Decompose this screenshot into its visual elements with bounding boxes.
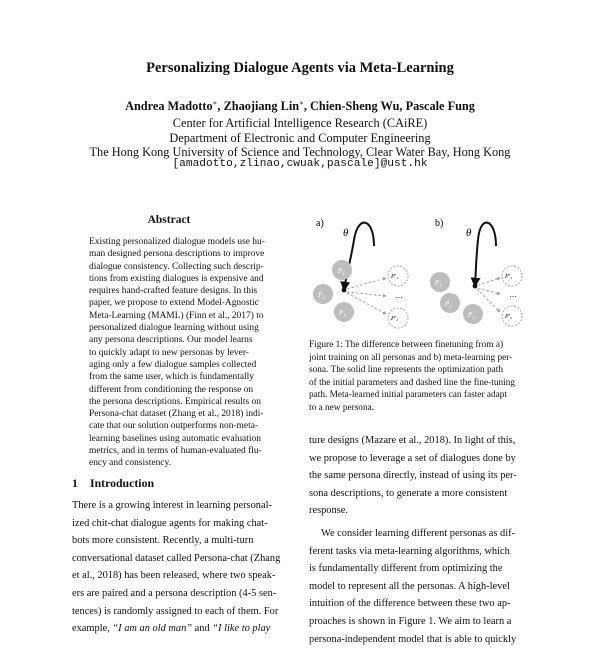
affiliation-line-2: Department of Electronic and Computer Engineering <box>169 131 431 145</box>
abstract-line: learning baselines using automatic evaluation <box>89 433 261 444</box>
section-number: 1 <box>72 476 78 490</box>
abstract-line: metrics, and in terms of human-evaluated flu- <box>89 446 262 457</box>
body-line: persona-independent model that is able to quickly <box>309 633 517 645</box>
persona-quote-2: “I like to play <box>212 623 271 635</box>
figure-1-diagram <box>300 212 540 336</box>
persona-node-a3 <box>334 302 354 322</box>
body-line: bots more consistent. Recently, a multi-turn <box>72 535 254 547</box>
ellipsis-a: … <box>395 291 403 300</box>
initial-parameter-point-b <box>473 284 478 289</box>
abstract-body <box>89 236 266 470</box>
caption-line: sona. The solid line represents the optimization path <box>309 365 503 375</box>
author-rest: , Chien-Sheng Wu, Pascale Fung <box>303 99 475 114</box>
abstract-line: paper, we propose to extend Model-Agnostic <box>89 298 259 309</box>
persona-node-a3-label: $P_3$ <box>339 309 346 319</box>
target-persona-label-b2: P′₂ <box>505 314 513 320</box>
body-line: ture designs (Mazare et al., 2018). In light of this, <box>309 435 516 446</box>
body-line: We consider learning different personas as dif- <box>321 527 516 539</box>
author-2-mark: ∗ <box>299 99 304 107</box>
abstract-line: any persona descriptions. Our model learns <box>89 335 253 346</box>
affiliation-line-1: Center for Artificial Intelligence Research (CAiRE) <box>172 116 428 130</box>
abstract-line: man designed persona descriptions to improve <box>89 249 265 260</box>
persona-node-a2-label: $P_2$ <box>318 291 325 301</box>
caption-line: path. Meta-learned initial parameters can faster adapt <box>309 390 507 400</box>
abstract-line: different from conditioning the response on <box>89 384 254 395</box>
caption-line: Figure 1: The difference between finetuning from a) <box>309 340 504 350</box>
body-line: the same persona directly, instead of using its per- <box>309 470 517 482</box>
ellipsis-b: … <box>509 290 517 299</box>
right-column-body <box>309 432 531 648</box>
body-line: ized chit-chat dialogue agents for making chat- <box>72 517 268 529</box>
abstract-line: the persona descriptions. Empirical results on <box>89 396 261 407</box>
body-line: response. <box>309 505 348 517</box>
theta-label-b: θ <box>466 227 472 239</box>
abstract-line: tions from existing dialogues is expensive and <box>89 273 264 284</box>
abstract-line: dialogue consistency. Collecting such descrip- <box>89 261 264 272</box>
author-email: [amadotto,zlinao,cwuak,pascale]@ust.hk <box>172 158 428 170</box>
persona-node-a2 <box>313 284 333 304</box>
caption-line: joint training on all personas and b) meta-learning per- <box>309 352 513 363</box>
body-line: sona descriptions, to generate a more consistent <box>309 487 508 499</box>
body-line: proaches is shown in Figure 1. We aim to learn a <box>309 615 512 627</box>
body-text: example, <box>72 623 113 635</box>
abstract-heading: Abstract <box>147 214 191 226</box>
abstract-line: personalized dialogue learning without using <box>89 323 259 334</box>
author-1-mark: ∗ <box>212 99 218 107</box>
persona-node-b1 <box>430 272 450 292</box>
abstract-line: Meta-Learning (MAML) (Finn et al., 2017) to <box>89 310 264 321</box>
abstract-line: cate that our solution outperforms non-meta- <box>89 421 259 432</box>
body-line: tences) is randomly assigned to each of them. For <box>72 605 279 617</box>
body-line: conversational dataset called Persona-chat (Zhang <box>72 552 281 564</box>
author-1: Andrea Madotto <box>125 99 213 114</box>
abstract-line: Persona-chat dataset (Zhang et al., 2018) indi- <box>89 409 264 420</box>
target-persona-label-b1: P′₁ <box>505 274 513 280</box>
finetune-path-a1 <box>347 278 386 289</box>
body-line: intuition of the difference between these two ap- <box>309 598 511 610</box>
abstract-line: Existing personalized dialogue models use hu- <box>89 237 265 247</box>
body-line: ferent tasks via meta-learning algorithms, which <box>309 545 510 557</box>
theta-label-a: θ <box>343 227 349 239</box>
panel-b-label: b) <box>435 218 444 229</box>
body-line: et al., 2018) has been released, where two speak- <box>72 570 276 582</box>
caption-line: of the initial parameters and dashed line the fine-tuning <box>309 377 516 388</box>
initial-parameter-point-a <box>342 288 347 293</box>
author-list: Andrea Madotto∗, Zhaojiang Lin∗, Chien-Sheng Wu, Pascale Fung <box>125 99 475 114</box>
figure-1-caption <box>309 339 531 414</box>
abstract-line: from the same user, which is fundamentally <box>89 372 254 383</box>
persona-node-a1-label: $P_1$ <box>338 267 345 277</box>
section-title: Introduction <box>90 476 155 490</box>
optimization-path-a <box>344 223 374 290</box>
finetune-path-b1 <box>478 278 500 285</box>
abstract-line: ency and consistency. <box>89 458 171 469</box>
affiliation-line-3: The Hong Kong University of Science and Technology, Clear Water Bay, Hong Kong <box>89 145 511 159</box>
body-line: we propose to leverage a set of dialogues done by <box>309 452 516 464</box>
target-persona-label-a2: P′₂ <box>391 316 399 322</box>
body-line: model to represent all the personas. A high-level <box>309 580 510 592</box>
persona-node-b3-label: $P_3$ <box>468 311 475 321</box>
body-line: ers are paired and a persona description (4-5 sen- <box>72 587 277 599</box>
paper-title: Personalizing Dialogue Agents via Meta-Learning <box>146 60 454 76</box>
section-heading-introduction <box>72 476 154 491</box>
panel-a-label: a) <box>316 218 324 229</box>
author-2: Zhaojiang Lin <box>223 99 300 114</box>
body-line: There is a growing interest in learning personal- <box>72 500 272 511</box>
target-persona-label-a1: P′₁ <box>391 274 399 280</box>
persona-node-b3 <box>463 304 483 324</box>
body-line: is fundamentally different from optimizing the <box>309 563 503 575</box>
persona-node-b2-label: $P_2$ <box>445 300 452 310</box>
finetune-path-a2 <box>347 292 386 296</box>
persona-node-b1-label: $P_1$ <box>435 279 442 289</box>
body-text: and <box>192 623 213 635</box>
body-line-last <box>72 620 294 638</box>
abstract-line: requires hand-crafted feature designs. In this <box>89 286 258 297</box>
caption-line: to a new persona. <box>309 402 375 413</box>
introduction-body <box>72 497 294 638</box>
optimization-path-b <box>475 223 496 286</box>
abstract-line: to quickly adapt to new personas by lever- <box>89 347 249 358</box>
persona-node-b2 <box>440 293 460 313</box>
abstract-line: aging only a few dialogue samples collected <box>89 359 257 370</box>
persona-quote-1: “I am an old man” <box>112 623 193 635</box>
